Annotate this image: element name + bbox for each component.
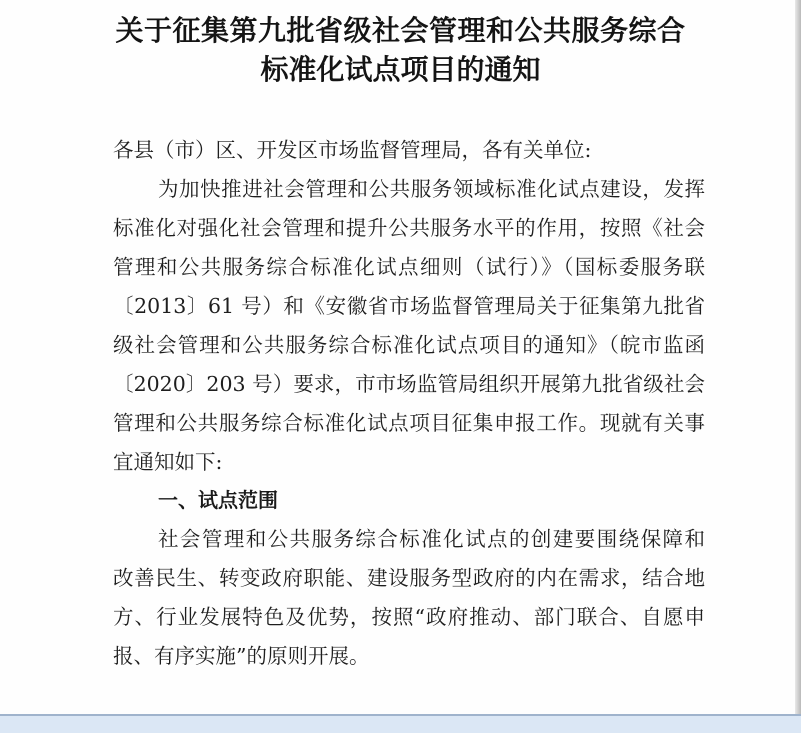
paragraph-2-line-1: 社会管理和公共服务综合标准化试点的创建要围绕保障和 [158, 527, 705, 551]
paragraph-2-line-3: 方、行业发展特色及优势，按照“政府推动、部门联合、自愿申 [113, 605, 705, 629]
paragraph-1-line-5: 级社会管理和公共服务综合标准化试点项目的通知》（皖市监函 [113, 333, 705, 357]
page-edge-shadow [795, 0, 801, 714]
paragraph-1-line-3: 管理和公共服务综合标准化试点细则（试行）》（国标委服务联 [113, 255, 705, 279]
paragraph-1-line-2: 标准化对强化社会管理和提升公共服务水平的作用，按照《社会 [113, 216, 705, 240]
paragraph-2-line-2: 改善民生、转变政府职能、建设服务型政府的内在需求，结合地 [113, 566, 705, 590]
paragraph-1-line-4: 〔2013〕61 号）和《安徽省市场监督管理局关于征集第九批省 [113, 294, 705, 318]
paragraph-1-line-6: 〔2020〕203 号）要求，市市场监管局组织开展第九批省级社会 [113, 372, 705, 396]
paragraph-1-line-7: 管理和公共服务综合标准化试点项目征集申报工作。现就有关事 [113, 411, 705, 435]
document-title-line-2: 标准化试点项目的通知 [260, 53, 541, 86]
paragraph-2-line-4: 报、有序实施”的原则开展。 [113, 644, 370, 668]
paragraph-1-line-1: 为加快推进社会管理和公共服务领域标准化试点建设，发挥 [158, 177, 705, 201]
salutation-line: 各县（市）区、开发区市场监督管理局，各有关单位: [113, 138, 592, 162]
viewer-bottom-bar [0, 714, 801, 733]
section-1-heading: 一、试点范围 [158, 488, 278, 512]
paragraph-1-line-8: 宜通知如下: [113, 450, 223, 474]
document-title-line-1: 关于征集第九批省级社会管理和公共服务综合 [115, 14, 686, 47]
